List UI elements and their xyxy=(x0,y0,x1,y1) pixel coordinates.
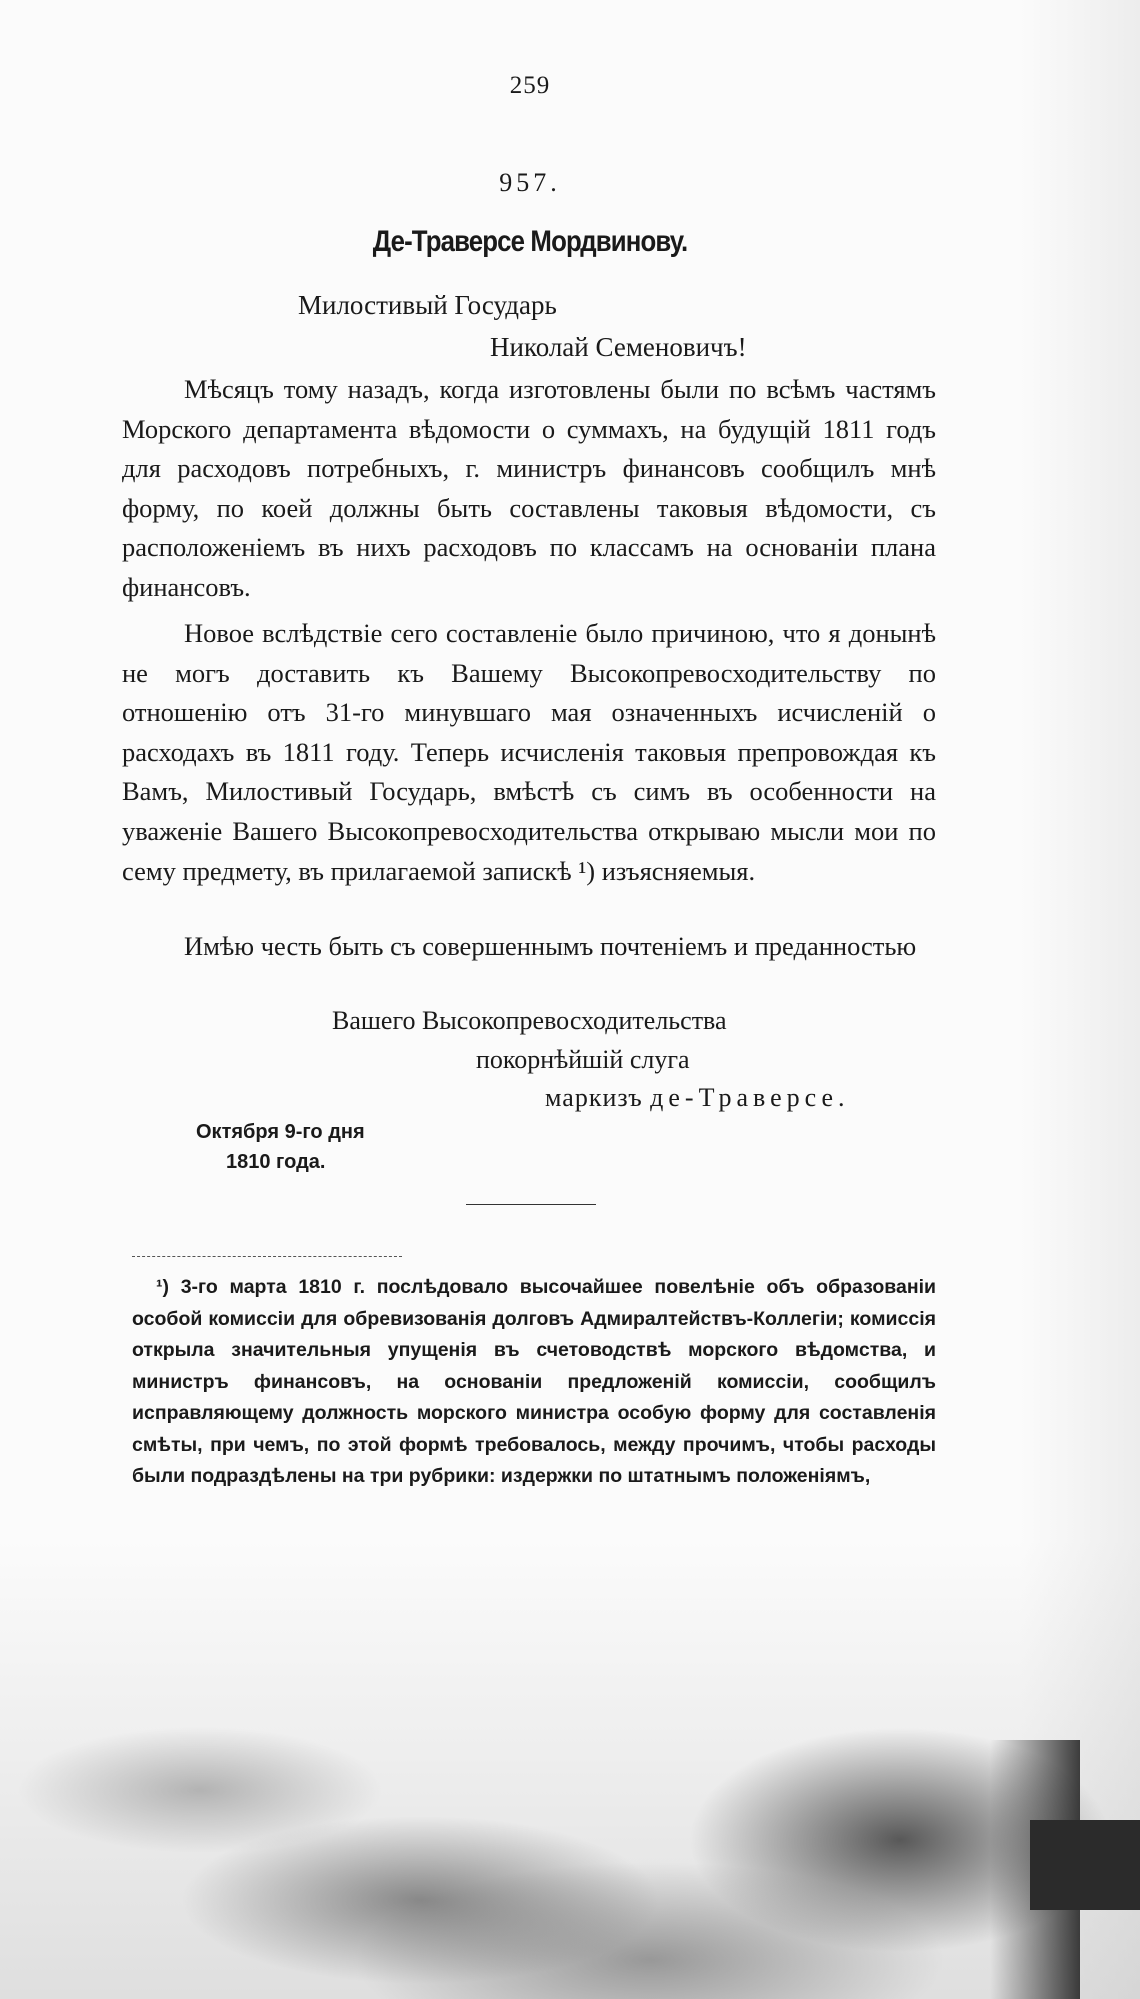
footnote: ¹) 3-го марта 1810 г. послѣдовало высочайшее повелѣніе объ образованіи особой комиссіи для обревизованія долговъ Адмиралтействъ-Коллегіи; комиссія открыла значительныя упущенія въ счетоводствѣ морского вѣдомства, и министръ финансовъ, на основаніи предложеній комиссіи, сообщилъ исправляющему должность морского министра особую форму для составленія смѣты, при чемъ, по этой формѣ требовалось, между прочимъ, чтобы расходы были подраздѣлены на три рубрики: издержки по штатнымъ положеніямъ, xyxy=(132,1276,936,1487)
paragraph-2: Новое вслѣдствіе сего составленіе было причиною, что я донынѣ не могъ доставить къ Вашему Высокопревосходительству по отношенію отъ 31-го минувшаго мая означенныхъ исчисленій о расходахъ въ 1811 году. Теперь исчисленія таковыя препровождая къ Вамъ, Милостивый Государь, вмѣстѣ съ симъ въ особенности на уваженіе Вашего Высокопревосходительства открываю мысли мои по сему предмету, въ прилагаемой запискѣ ¹) изъясняемыя. xyxy=(122,618,936,886)
signature-line-1: Вашего Высокопревосходительства xyxy=(332,1006,727,1035)
paragraph-1: Мѣсяцъ тому назадъ, когда изготовлены были по всѣмъ частямъ Морского департамента вѣдомости о суммахъ, на будущій 1811 годъ для расходовъ потребныхъ, г. министръ финансовъ сообщилъ мнѣ форму, по коей должны быть составлены таковыя вѣдомости, съ расположеніемъ въ нихъ расходовъ по классамъ на основаніи плана финансовъ. xyxy=(122,374,936,602)
signature-title: маркизъ xyxy=(545,1083,651,1112)
document-number: 957. xyxy=(499,168,561,197)
scan-edge-dark xyxy=(1030,1820,1140,1910)
date-line-2: 1810 года. xyxy=(226,1151,326,1173)
signature-line-2: покорнѣйшій слуга xyxy=(476,1045,690,1074)
letter-heading: Де-Траверсе Мордвинову. xyxy=(372,225,688,258)
page-number: 259 xyxy=(509,72,551,99)
section-divider xyxy=(466,1204,596,1205)
salutation-line-2: Николай Семеновичъ! xyxy=(490,332,747,362)
date-line-1: Октября 9-го дня xyxy=(196,1121,365,1143)
salutation-line-1: Милостивый Государь xyxy=(298,290,557,320)
paragraph-3: Имѣю честь быть съ совершеннымъ почтеніемъ и преданностью xyxy=(184,931,917,961)
signature-line-3 xyxy=(545,1083,850,1113)
signature-name: де-Траверсе. xyxy=(650,1083,850,1112)
footnote-divider xyxy=(132,1256,402,1257)
scan-stain xyxy=(0,1540,1140,1999)
